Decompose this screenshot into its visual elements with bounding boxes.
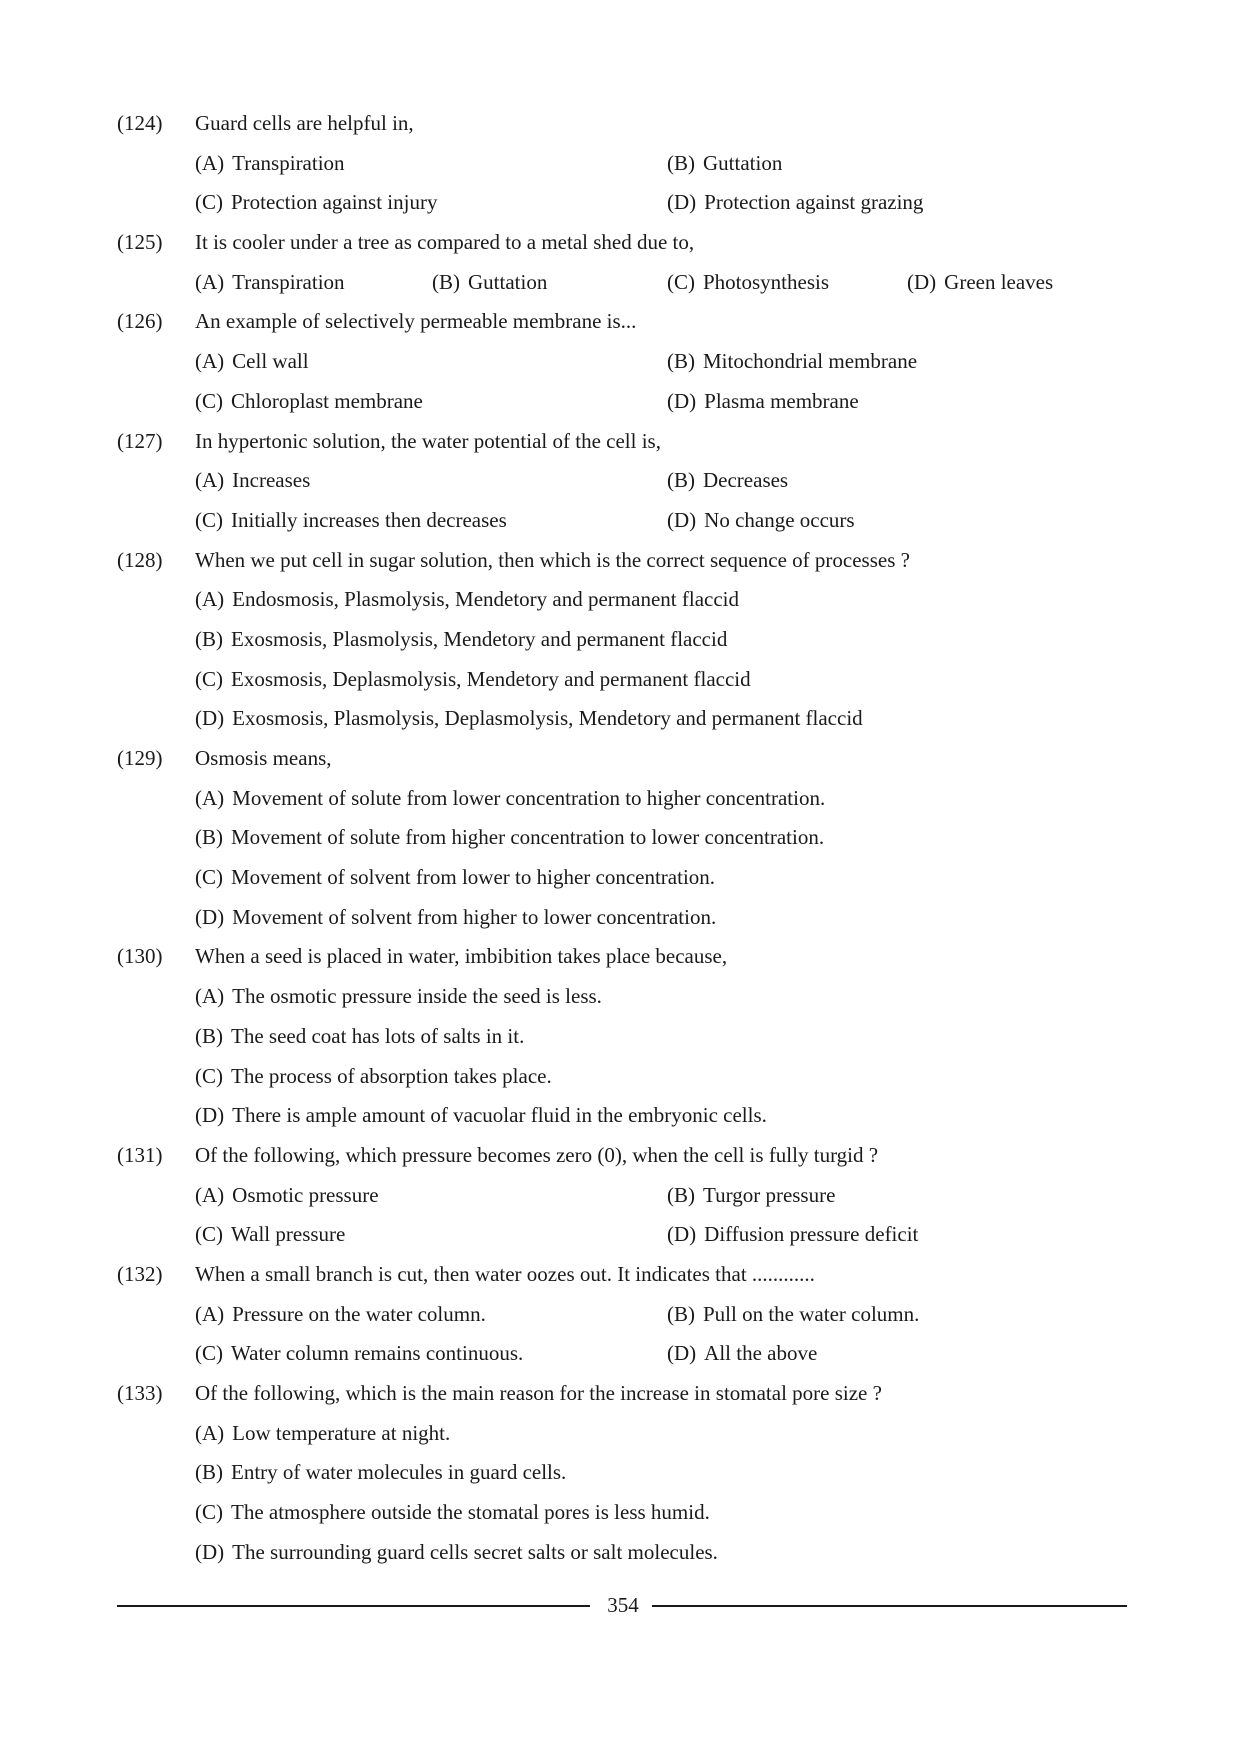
question-number: (130) <box>117 944 163 969</box>
option-label: (B) <box>667 349 695 374</box>
question-127 <box>117 422 1127 541</box>
option-label: (D) <box>195 1103 225 1128</box>
question-number: (132) <box>117 1261 163 1286</box>
option-d <box>667 382 859 422</box>
option-d <box>195 1533 718 1573</box>
option-c <box>195 382 423 422</box>
question-stem <box>117 541 1127 581</box>
option-text: Osmotic pressure <box>232 1182 379 1207</box>
option-d <box>195 699 863 739</box>
option-text: All the above <box>704 1341 818 1366</box>
option-text: Wall pressure <box>231 1222 346 1247</box>
option-text: The osmotic pressure inside the seed is less. <box>232 984 602 1009</box>
option-row <box>117 1096 1127 1136</box>
question-number: (131) <box>117 1142 163 1167</box>
question-133 <box>117 1374 1127 1572</box>
option-label: (A) <box>195 349 225 374</box>
option-row <box>117 144 1127 184</box>
option-label: (B) <box>195 1023 223 1048</box>
option-label: (D) <box>667 388 697 413</box>
option-text: Photosynthesis <box>703 269 830 294</box>
question-stem <box>117 104 1127 144</box>
option-b <box>432 263 547 303</box>
option-text: Diffusion pressure deficit <box>704 1222 919 1247</box>
option-a <box>195 1414 450 1454</box>
option-text: There is ample amount of vacuolar fluid in the embryonic cells. <box>232 1103 767 1128</box>
question-129 <box>117 739 1127 937</box>
option-a <box>195 977 602 1017</box>
question-stem <box>117 1374 1127 1414</box>
option-d <box>667 1334 817 1374</box>
option-b <box>667 144 782 184</box>
option-b <box>195 620 727 660</box>
option-label: (B) <box>432 269 460 294</box>
question-125 <box>117 223 1127 302</box>
option-label: (A) <box>195 269 225 294</box>
option-row <box>117 461 1127 501</box>
option-row <box>117 699 1127 739</box>
option-text: Cell wall <box>232 349 309 374</box>
option-c <box>195 1057 552 1097</box>
option-text: Transpiration <box>232 150 345 175</box>
option-text: Pressure on the water column. <box>232 1301 486 1326</box>
option-text: Entry of water molecules in guard cells. <box>231 1460 567 1485</box>
page-number: 354 <box>607 1593 639 1617</box>
question-text: In hypertonic solution, the water potential of the cell is, <box>195 428 661 453</box>
option-text: Low temperature at night. <box>232 1420 451 1445</box>
option-text: Protection against injury <box>231 190 438 215</box>
option-label: (D) <box>195 1539 225 1564</box>
option-label: (A) <box>195 785 225 810</box>
option-text: Movement of solute from lower concentration to higher concentration. <box>232 785 826 810</box>
option-row <box>117 858 1127 898</box>
option-row <box>117 1453 1127 1493</box>
question-131 <box>117 1136 1127 1255</box>
option-label: (C) <box>195 666 223 691</box>
option-row <box>117 580 1127 620</box>
option-text: Plasma membrane <box>704 388 859 413</box>
option-label: (C) <box>195 865 223 890</box>
question-number: (133) <box>117 1381 163 1405</box>
option-label: (C) <box>667 269 695 294</box>
option-row <box>117 382 1127 422</box>
option-text: Exosmosis, Deplasmolysis, Mendetory and permanent flaccid <box>231 666 751 691</box>
option-row <box>117 1533 1127 1573</box>
option-a <box>195 1176 379 1216</box>
option-c <box>195 183 437 223</box>
option-c <box>195 1493 710 1533</box>
option-text: Exosmosis, Plasmolysis, Deplasmolysis, Mendetory and permanent flaccid <box>232 706 863 731</box>
option-c <box>195 501 507 541</box>
footer-rule-right <box>652 1605 1127 1607</box>
question-stem <box>117 739 1127 779</box>
question-stem <box>117 302 1127 342</box>
option-label: (A) <box>195 468 225 493</box>
option-label: (C) <box>195 1063 223 1088</box>
option-label: (A) <box>195 1420 225 1445</box>
option-text: Movement of solvent from lower to higher concentration. <box>231 865 716 890</box>
option-text: The surrounding guard cells secret salts or salt molecules. <box>232 1539 718 1564</box>
option-a <box>195 1295 486 1335</box>
option-text: No change occurs <box>704 507 855 532</box>
question-text: When we put cell in sugar solution, then which is the correct sequence of processes ? <box>195 547 910 572</box>
option-row <box>117 1295 1127 1335</box>
option-label: (A) <box>195 1301 225 1326</box>
question-stem <box>117 1255 1127 1295</box>
option-label: (D) <box>667 1341 697 1366</box>
option-label: (D) <box>667 1222 697 1247</box>
option-row <box>117 660 1127 700</box>
question-text: Osmosis means, <box>195 746 332 770</box>
option-c <box>195 1334 523 1374</box>
option-label: (B) <box>667 468 695 493</box>
option-label: (B) <box>667 150 695 175</box>
option-label: (D) <box>667 507 697 532</box>
option-b <box>667 461 788 501</box>
option-label: (D) <box>195 706 225 731</box>
question-130 <box>117 937 1127 1135</box>
option-text: Endosmosis, Plasmolysis, Mendetory and permanent flaccid <box>232 587 739 612</box>
option-text: Chloroplast membrane <box>231 388 423 413</box>
option-row <box>117 501 1127 541</box>
question-132 <box>117 1255 1127 1374</box>
option-label: (C) <box>195 1341 223 1366</box>
option-label: (C) <box>195 1222 223 1247</box>
option-c <box>667 263 829 303</box>
option-text: Green leaves <box>944 269 1054 294</box>
option-row <box>117 977 1127 1017</box>
option-text: Water column remains continuous. <box>231 1341 524 1366</box>
question-number: (124) <box>117 111 163 135</box>
option-text: The process of absorption takes place. <box>231 1063 552 1088</box>
question-stem <box>117 937 1127 977</box>
option-a <box>195 779 825 819</box>
option-label: (C) <box>195 190 223 215</box>
option-label: (D) <box>907 269 937 294</box>
question-text: When a small branch is cut, then water oozes out. It indicates that ............ <box>195 1261 815 1286</box>
option-row <box>117 1493 1127 1533</box>
option-row <box>117 1414 1127 1454</box>
option-row <box>117 779 1127 819</box>
question-text: Of the following, which pressure becomes zero (0), when the cell is fully turgid ? <box>195 1142 879 1167</box>
option-row <box>117 263 1127 303</box>
option-row <box>117 183 1127 223</box>
option-d <box>667 183 923 223</box>
question-text: It is cooler under a tree as compared to a metal shed due to, <box>195 230 695 255</box>
option-text: Movement of solvent from higher to lower concentration. <box>232 904 717 929</box>
question-number: (128) <box>117 547 163 572</box>
page-footer <box>117 1590 1127 1620</box>
option-a <box>195 580 739 620</box>
option-b <box>667 1176 835 1216</box>
option-label: (B) <box>667 1301 695 1326</box>
option-label: (B) <box>195 1460 223 1485</box>
question-number: (129) <box>117 746 163 770</box>
option-d <box>907 263 1053 303</box>
option-b <box>667 1295 919 1335</box>
option-d <box>195 1096 767 1136</box>
option-row <box>117 342 1127 382</box>
option-label: (B) <box>195 825 223 850</box>
question-text: When a seed is placed in water, imbibition takes place because, <box>195 944 728 969</box>
question-stem <box>117 422 1127 462</box>
option-row <box>117 1215 1127 1255</box>
question-list <box>117 104 1127 1572</box>
question-number: (125) <box>117 230 163 255</box>
option-row <box>117 818 1127 858</box>
option-text: The atmosphere outside the stomatal pores is less humid. <box>231 1500 710 1525</box>
option-text: Exosmosis, Plasmolysis, Mendetory and permanent flaccid <box>231 626 728 651</box>
question-number: (126) <box>117 309 163 334</box>
option-text: Guttation <box>703 150 783 175</box>
option-text: Turgor pressure <box>703 1182 836 1207</box>
footer-rule-left <box>117 1605 590 1607</box>
option-row <box>117 1334 1127 1374</box>
question-number: (127) <box>117 428 163 453</box>
question-stem <box>117 1136 1127 1176</box>
option-text: Mitochondrial membrane <box>703 349 918 374</box>
question-126 <box>117 302 1127 421</box>
option-label: (D) <box>195 904 225 929</box>
option-b <box>195 818 824 858</box>
option-label: (A) <box>195 984 225 1009</box>
question-128 <box>117 541 1127 739</box>
option-a <box>195 263 345 303</box>
question-124 <box>117 104 1127 223</box>
option-text: Transpiration <box>232 269 345 294</box>
option-label: (A) <box>195 587 225 612</box>
option-text: Movement of solute from higher concentration to lower concentration. <box>231 825 825 850</box>
option-label: (B) <box>195 626 223 651</box>
option-b <box>195 1017 524 1057</box>
question-text: Guard cells are helpful in, <box>195 111 414 135</box>
question-text: An example of selectively permeable membrane is... <box>195 309 637 334</box>
option-b <box>195 1453 566 1493</box>
question-stem <box>117 223 1127 263</box>
option-text: Pull on the water column. <box>703 1301 920 1326</box>
option-c <box>195 858 715 898</box>
question-text: Of the following, which is the main reason for the increase in stomatal pore size ? <box>195 1381 882 1405</box>
option-label: (A) <box>195 150 225 175</box>
option-b <box>667 342 917 382</box>
option-text: The seed coat has lots of salts in it. <box>231 1023 525 1048</box>
option-label: (C) <box>195 388 223 413</box>
option-text: Increases <box>232 468 311 493</box>
option-c <box>195 660 751 700</box>
option-a <box>195 342 309 382</box>
option-row <box>117 898 1127 938</box>
option-label: (C) <box>195 1500 223 1525</box>
option-a <box>195 144 345 184</box>
option-text: Decreases <box>703 468 789 493</box>
option-d <box>667 501 855 541</box>
option-c <box>195 1215 345 1255</box>
option-label: (B) <box>667 1182 695 1207</box>
option-d <box>667 1215 918 1255</box>
option-d <box>195 898 716 938</box>
option-row <box>117 1176 1127 1216</box>
option-row <box>117 1017 1127 1057</box>
option-label: (C) <box>195 507 223 532</box>
option-label: (D) <box>667 190 697 215</box>
option-text: Protection against grazing <box>704 190 924 215</box>
option-text: Initially increases then decreases <box>231 507 507 532</box>
option-a <box>195 461 310 501</box>
option-text: Guttation <box>468 269 548 294</box>
option-row <box>117 620 1127 660</box>
option-row <box>117 1057 1127 1097</box>
option-label: (A) <box>195 1182 225 1207</box>
